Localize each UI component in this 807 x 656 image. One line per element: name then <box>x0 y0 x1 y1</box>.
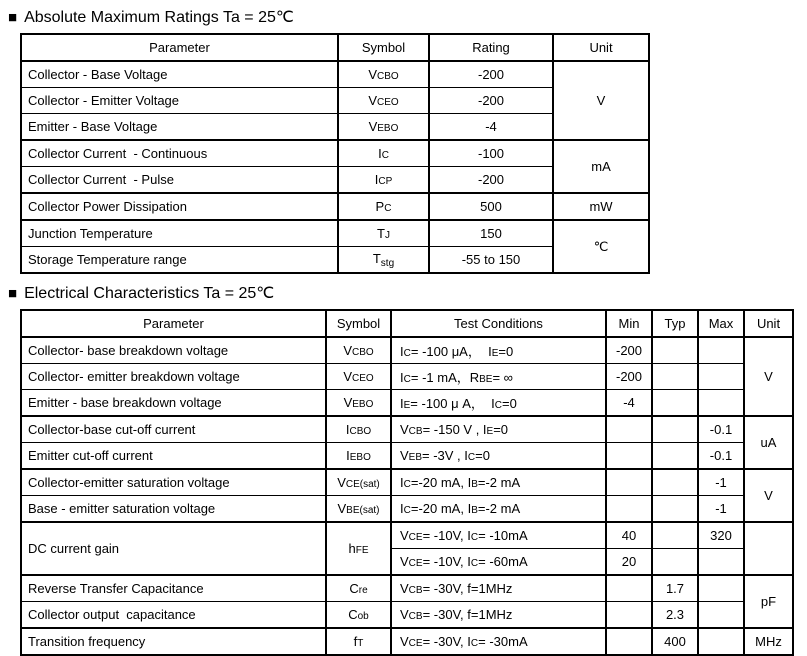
table-row <box>21 416 793 443</box>
test-conditions-cell: VCB= -30V, f=1MHz <box>391 602 606 629</box>
abs-max-title-text: Absolute Maximum Ratings Ta = 25℃ <box>24 9 294 26</box>
table-row <box>21 469 793 496</box>
table-row <box>21 628 793 655</box>
symbol-cell: fT <box>326 628 391 655</box>
subscript: EB <box>408 452 423 463</box>
min-cell <box>606 416 652 443</box>
subscript: CBO <box>377 71 399 82</box>
subscript: FE <box>355 545 369 556</box>
typ-cell <box>652 337 698 364</box>
subscript: CB <box>408 426 423 437</box>
subscript: C <box>470 558 479 569</box>
subscript: stg <box>380 257 395 269</box>
param-cell: Collector - Base Voltage <box>21 61 338 88</box>
unit-cell: ℃ <box>553 220 649 273</box>
subscript: E <box>403 400 411 411</box>
unit-cell <box>744 522 793 575</box>
test-conditions-cell: IE= -100 μ A， IC=0 <box>391 390 606 417</box>
table-row <box>21 496 793 523</box>
param-cell: Collector-base cut-off current <box>21 416 326 443</box>
symbol-cell: VBE(sat) <box>326 496 391 523</box>
subscript: C <box>470 638 479 649</box>
column-header: Test Conditions <box>391 310 606 337</box>
symbol-cell: ICBO <box>326 416 391 443</box>
column-header: Symbol <box>326 310 391 337</box>
max-cell <box>698 390 744 417</box>
subscript: CP <box>378 176 393 187</box>
symbol-cell: VEBO <box>326 390 391 417</box>
subscript: CEO <box>377 97 399 108</box>
rating-cell: -4 <box>429 114 553 141</box>
test-conditions-cell: IC= -100 μA， IE=0 <box>391 337 606 364</box>
column-header: Rating <box>429 34 553 61</box>
test-conditions-cell: VCE= -10V, IC= -10mA <box>391 522 606 549</box>
symbol-cell: VCEO <box>338 88 429 114</box>
subscript: B <box>471 479 478 490</box>
subscript: C <box>381 150 389 161</box>
subscript: C <box>403 479 411 490</box>
min-cell: -200 <box>606 364 652 390</box>
column-header: Parameter <box>21 310 326 337</box>
unit-cell: MHz <box>744 628 793 655</box>
subscript: B <box>471 505 478 516</box>
abs-max-header-row <box>21 34 649 61</box>
symbol-cell: VEBO <box>338 114 429 141</box>
test-conditions-cell: IC=-20 mA, IB=-2 mA <box>391 496 606 523</box>
abs-max-table <box>20 33 650 274</box>
table-row <box>21 364 793 390</box>
param-cell: Collector Current - Continuous <box>21 140 338 167</box>
test-conditions-cell: VCE= -10V, IC= -60mA <box>391 549 606 576</box>
subscript: BE <box>479 374 493 385</box>
max-cell: -0.1 <box>698 443 744 470</box>
symbol-cell: VCBO <box>326 337 391 364</box>
unit-cell: V <box>744 337 793 416</box>
subscript: EBO <box>352 399 374 410</box>
subscript: C <box>403 374 411 385</box>
min-cell <box>606 602 652 629</box>
subscript: re <box>358 585 368 596</box>
rating-cell: -200 <box>429 167 553 194</box>
subscript: EBO <box>349 452 371 463</box>
typ-cell <box>652 496 698 523</box>
symbol-cell: VCEO <box>326 364 391 390</box>
table-row <box>21 61 649 88</box>
unit-cell: V <box>744 469 793 522</box>
param-cell: Junction Temperature <box>21 220 338 247</box>
param-cell: Emitter - Base Voltage <box>21 114 338 141</box>
rating-cell: 150 <box>429 220 553 247</box>
test-conditions-cell: IC=-20 mA, IB=-2 mA <box>391 469 606 496</box>
section-marker-icon: ■ <box>8 9 18 26</box>
subscript: CBO <box>349 426 372 437</box>
elec-char-table <box>20 309 794 656</box>
min-cell: 20 <box>606 549 652 576</box>
rating-cell: -55 to 150 <box>429 247 553 274</box>
max-cell: 320 <box>698 522 744 549</box>
param-cell: Emitter cut-off current <box>21 443 326 470</box>
min-cell <box>606 443 652 470</box>
test-conditions-cell: VEB= -3V , IC=0 <box>391 443 606 470</box>
column-header: Min <box>606 310 652 337</box>
table-row <box>21 390 793 417</box>
symbol-cell: Cob <box>326 602 391 629</box>
typ-cell <box>652 364 698 390</box>
datasheet-page <box>0 8 807 656</box>
param-cell: Transition frequency <box>21 628 326 655</box>
param-cell: Collector output capacitance <box>21 602 326 629</box>
symbol-cell: IC <box>338 140 429 167</box>
subscript: CE <box>408 638 423 649</box>
symbol-cell: hFE <box>326 522 391 575</box>
column-header: Unit <box>553 34 649 61</box>
subscript: CB <box>408 585 423 596</box>
subscript: CEO <box>352 373 374 384</box>
subscript: CBO <box>352 347 374 358</box>
min-cell <box>606 575 652 602</box>
test-conditions-cell: VCB= -30V, f=1MHz <box>391 575 606 602</box>
max-cell <box>698 628 744 655</box>
rating-cell: 500 <box>429 193 553 220</box>
symbol-cell: IEBO <box>326 443 391 470</box>
param-cell: Collector Power Dissipation <box>21 193 338 220</box>
symbol-cell: Cre <box>326 575 391 602</box>
param-cell: Storage Temperature range <box>21 247 338 274</box>
table-row <box>21 522 793 549</box>
rating-cell: -100 <box>429 140 553 167</box>
subscript: CE <box>408 532 423 543</box>
subscript: ob <box>357 611 369 622</box>
max-cell <box>698 549 744 576</box>
subscript: J <box>384 230 390 241</box>
min-cell <box>606 496 652 523</box>
elec-char-title <box>8 284 807 303</box>
subscript: C <box>494 400 502 411</box>
subscript: CE(sat) <box>345 479 380 490</box>
typ-cell <box>652 469 698 496</box>
subscript: T <box>357 638 364 649</box>
rating-cell: -200 <box>429 88 553 114</box>
max-cell: -1 <box>698 469 744 496</box>
subscript: E <box>486 426 494 437</box>
elec-char-title-text: Electrical Characteristics Ta = 25℃ <box>24 285 275 302</box>
max-cell: -0.1 <box>698 416 744 443</box>
symbol-cell: $T_{stg}$ <box>338 247 429 274</box>
abs-max-title <box>8 8 807 27</box>
test-conditions-cell: IC= -1 mA，RBE= ∞ <box>391 364 606 390</box>
subscript: E <box>491 348 499 359</box>
test-conditions-cell: VCB= -150 V , IE=0 <box>391 416 606 443</box>
test-conditions-cell: VCE= -30V, IC= -30mA <box>391 628 606 655</box>
param-cell: Collector - Emitter Voltage <box>21 88 338 114</box>
column-header: Symbol <box>338 34 429 61</box>
symbol-cell: TJ <box>338 220 429 247</box>
min-cell <box>606 469 652 496</box>
min-cell <box>606 628 652 655</box>
param-cell: Emitter - base breakdown voltage <box>21 390 326 417</box>
symbol-cell: VCE(sat) <box>326 469 391 496</box>
param-cell: Collector- emitter breakdown voltage <box>21 364 326 390</box>
table-row <box>21 220 649 247</box>
max-cell <box>698 575 744 602</box>
subscript: C <box>467 452 476 463</box>
max-cell: -1 <box>698 496 744 523</box>
typ-cell <box>652 522 698 549</box>
symbol-cell: PC <box>338 193 429 220</box>
max-cell <box>698 337 744 364</box>
subscript: C <box>403 348 411 359</box>
typ-cell: 1.7 <box>652 575 698 602</box>
subscript: CE <box>408 558 423 569</box>
rating-cell: -200 <box>429 61 553 88</box>
elec-char-header-row <box>21 310 793 337</box>
min-cell: -200 <box>606 337 652 364</box>
param-cell: Reverse Transfer Capacitance <box>21 575 326 602</box>
subscript: BE(sat) <box>346 505 380 516</box>
unit-cell: V <box>553 61 649 140</box>
subscript: CB <box>408 611 423 622</box>
subscript: C <box>470 532 479 543</box>
param-cell: Collector-emitter saturation voltage <box>21 469 326 496</box>
unit-cell: mA <box>553 140 649 193</box>
section-marker-icon: ■ <box>8 285 18 302</box>
column-header: Unit <box>744 310 793 337</box>
table-row <box>21 575 793 602</box>
param-cell: Collector Current - Pulse <box>21 167 338 194</box>
subscript: C <box>403 505 411 516</box>
table-row <box>21 443 793 470</box>
table-row <box>21 193 649 220</box>
typ-cell <box>652 549 698 576</box>
min-cell: -4 <box>606 390 652 417</box>
typ-cell <box>652 416 698 443</box>
max-cell <box>698 602 744 629</box>
column-header: Typ <box>652 310 698 337</box>
symbol-cell: VCBO <box>338 61 429 88</box>
column-header: Parameter <box>21 34 338 61</box>
symbol-cell: ICP <box>338 167 429 194</box>
unit-cell: pF <box>744 575 793 628</box>
typ-cell: 400 <box>652 628 698 655</box>
typ-cell <box>652 443 698 470</box>
unit-cell: mW <box>553 193 649 220</box>
param-cell: Base - emitter saturation voltage <box>21 496 326 523</box>
param-cell: DC current gain <box>21 522 326 575</box>
subscript: C <box>384 203 392 214</box>
table-row <box>21 337 793 364</box>
min-cell: 40 <box>606 522 652 549</box>
table-row <box>21 140 649 167</box>
unit-cell: uA <box>744 416 793 469</box>
column-header: Max <box>698 310 744 337</box>
max-cell <box>698 364 744 390</box>
table-row <box>21 602 793 629</box>
typ-cell <box>652 390 698 417</box>
subscript: EBO <box>377 123 399 134</box>
typ-cell: 2.3 <box>652 602 698 629</box>
param-cell: Collector- base breakdown voltage <box>21 337 326 364</box>
